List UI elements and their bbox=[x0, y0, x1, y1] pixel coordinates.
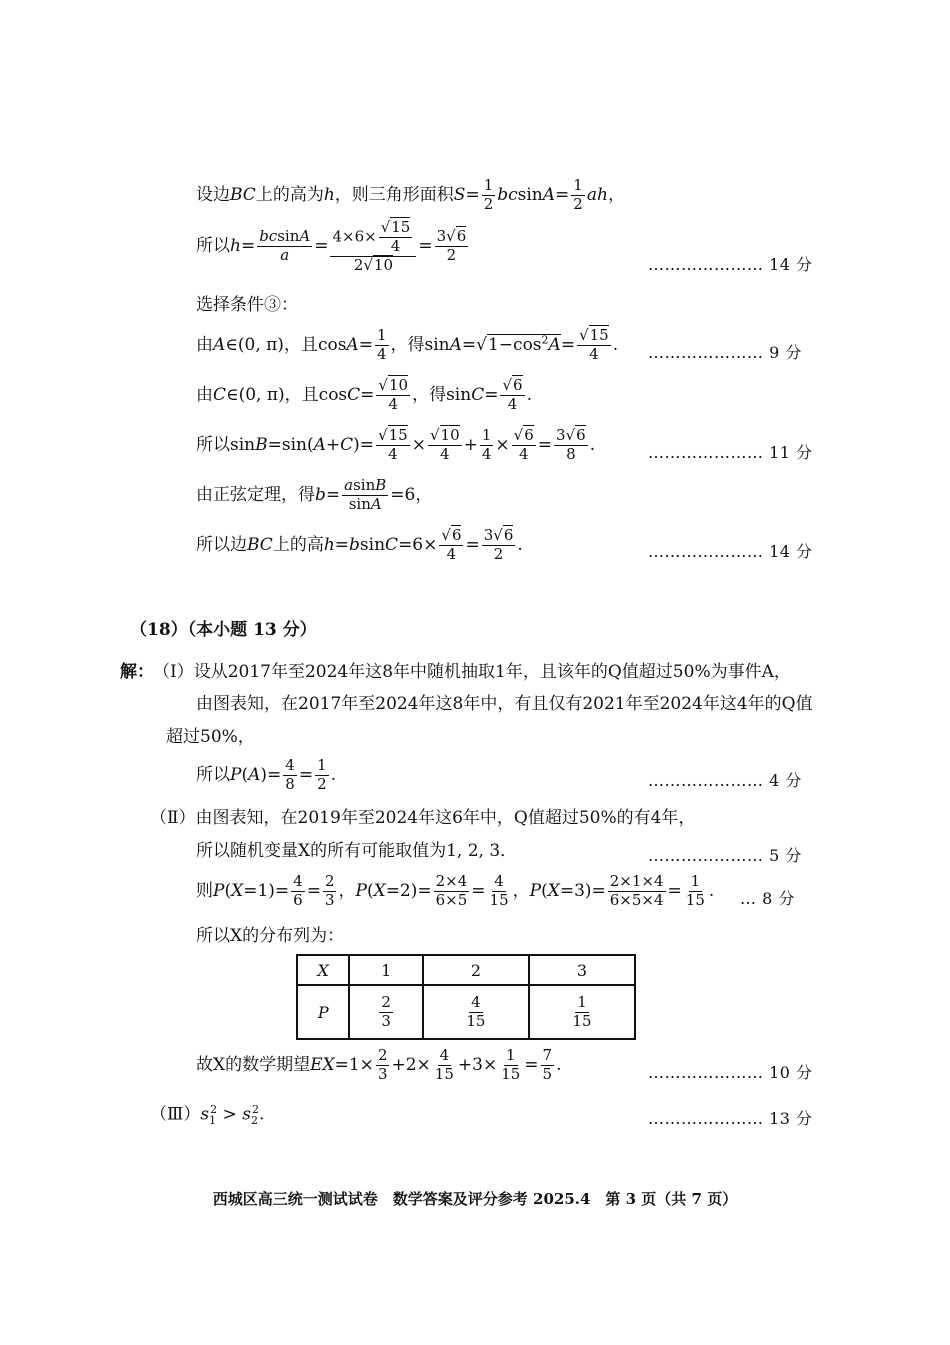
fraction: $\frac{asinB}{\sin A}$ bbox=[344, 476, 387, 513]
line-sin-c: 由C∈(0, π)，且cosC= $\frac{√10}{4}$ ，得sinC= $\frac{√6}{4}$ . bbox=[196, 376, 532, 413]
fraction: $\frac{1}{2}$ bbox=[573, 176, 583, 213]
fraction: $\frac{4}{6}$ bbox=[293, 872, 303, 909]
line-condition-3: 选择条件③： bbox=[196, 295, 298, 315]
table-cell: $\frac{1}{15}$ bbox=[529, 985, 635, 1039]
table-row bbox=[297, 955, 635, 985]
score-marker: ………………… 10 分 bbox=[648, 1063, 813, 1082]
line-part-1-setup: （Ⅰ）设从2017年至2024年这8年中随机抽取1年，且该年的Q值超过50%为事件A， bbox=[153, 662, 791, 682]
fraction: $\frac{7}{5}$ bbox=[542, 1046, 553, 1083]
table-cell: P bbox=[297, 985, 349, 1039]
line-part-3: $(Ⅲ)s_1^2 > s_2^2$. bbox=[150, 1103, 265, 1128]
line-area-formula: 设边BC上的高为h，则三角形面积S= $\frac{1}{2}$ bcsinA= $\frac{1}{2}$ ah， bbox=[196, 176, 625, 213]
fraction: $\frac{2}{3}$ bbox=[324, 872, 335, 909]
table-cell: 2 bbox=[423, 955, 529, 985]
fraction: $\frac{4}{15}$ bbox=[434, 1046, 454, 1083]
table-cell: $\frac{2}{3}$ bbox=[349, 985, 422, 1039]
fraction: $\frac{1}{15}$ bbox=[685, 872, 705, 909]
question-heading: （18）（本小题 13 分） bbox=[130, 620, 317, 640]
score-marker: ………………… 9 分 bbox=[648, 343, 802, 362]
line-probabilities: 则P(X=1)= $\frac{4}{6}$ = $\frac{2}{3}$ ，P(X=2)= $\frac{2\times 4}{6\times 5}$ = $\frac{4}{15}$ ，P(X=3)= $\frac{2\times 1\times 4}{6\times 5\times 4}$ = $\frac{1}{15}$ . bbox=[196, 872, 715, 909]
fraction: $\frac{√6}{4}$ bbox=[441, 526, 462, 563]
fraction: $\frac{1}{4}$ bbox=[481, 426, 492, 463]
fraction: $\frac{√15}{4}$ bbox=[378, 426, 408, 463]
fraction: $\frac{4}{8}$ bbox=[285, 756, 295, 793]
fraction: $\frac{√6}{4}$ bbox=[513, 426, 534, 463]
score-marker: ………………… 11 分 bbox=[648, 443, 813, 462]
line-distribution-intro: 所以X的分布列为： bbox=[196, 926, 345, 946]
fraction: $\frac{2}{3}$ bbox=[377, 1046, 388, 1083]
score-marker: ………………… 4 分 bbox=[648, 771, 802, 790]
table-cell: 1 bbox=[349, 955, 422, 985]
line-h-final: 所以边BC上的高h=bsinC=6× $\frac{√6}{4}$ = $\frac{3√6}{2}$ . bbox=[196, 526, 523, 563]
fraction: $\frac{1}{2}$ bbox=[317, 756, 327, 793]
line-part-2-setup: （Ⅱ）由图表知，在2019年至2024年这6年中，Q值超过50%的有4年， bbox=[150, 808, 696, 828]
score-marker: ………………… 14 分 bbox=[648, 255, 813, 274]
score-marker: … 8 分 bbox=[740, 889, 795, 908]
fraction: $\frac{4}{15}$ bbox=[489, 872, 509, 909]
solution-label: 解： bbox=[120, 662, 154, 682]
line-part-1-reason-cont: 超过50%， bbox=[166, 727, 255, 747]
line-probability-a: 所以P(A)= $\frac{4}{8}$ = $\frac{1}{2}$ . bbox=[196, 756, 337, 793]
table-cell: $\frac{4}{15}$ bbox=[423, 985, 529, 1039]
fraction: $\frac{2\times 1\times 4}{6\times 5\times 4}$ bbox=[609, 872, 664, 909]
line-sine-law: 由正弦定理，得b= $\frac{asinB}{\sin A}$ =6， bbox=[196, 476, 433, 513]
fraction: $\frac{√15}{4}$ bbox=[579, 326, 609, 363]
distribution-table bbox=[296, 954, 636, 1040]
line-expectation: 故X的数学期望EX=1× $\frac{2}{3}$ +2× $\frac{4}{15}$ +3× $\frac{1}{15}$ = $\frac{7}{5}$ . bbox=[196, 1046, 562, 1083]
page-footer: 西城区高三统一测试试卷 数学答案及评分参考 2025.4 第 3 页（共 7 页） bbox=[212, 1190, 738, 1208]
fraction: $\frac{√10}{4}$ bbox=[378, 376, 409, 413]
line-values-of-x: 所以随机变量X的所有可能取值为1, 2, 3． bbox=[196, 841, 518, 861]
fraction: $\frac{1}{2}$ bbox=[483, 176, 494, 213]
fraction: 4×6× $\frac{√15}{4}$ 2√10 bbox=[330, 220, 416, 273]
fraction: $\frac{3√6}{2}$ bbox=[436, 227, 467, 265]
fraction: $\frac{1}{15}$ bbox=[501, 1046, 521, 1083]
fraction: $\frac{2\times 4}{6\times 5}$ bbox=[435, 872, 468, 909]
line-sin-a: 由A∈(0, π)，且cosA= $\frac{1}{4}$ ，得$\sin A=√1-\cos^2A=$ $\frac{√15}{4}$ . bbox=[196, 326, 619, 363]
table-row bbox=[297, 985, 635, 1039]
fraction: $\frac{bcsinA}{a}$ bbox=[259, 227, 311, 265]
line-sin-b: 所以sinB=sin(A+C)= $\frac{√15}{4}$ × $\frac{√10}{4}$ + $\frac{1}{4}$ × $\frac{√6}{4}$ = $\frac{3√6}{8}$ . bbox=[196, 426, 596, 463]
score-marker: ………………… 14 分 bbox=[648, 542, 813, 561]
line-h-value: 所以h= $\frac{bcsinA}{a}$ = 4×6× $\frac{√15}{4}$ 2√10 = $\frac{3√6}{2}$ bbox=[196, 218, 467, 274]
score-marker: ………………… 13 分 bbox=[648, 1109, 813, 1128]
line-part-1-reason: 由图表知，在2017年至2024年这8年中，有且仅有2021年至2024年这4年的Q值 bbox=[196, 694, 813, 714]
fraction: $\frac{√10}{4}$ bbox=[429, 426, 460, 463]
table-cell: X bbox=[297, 955, 349, 985]
score-marker: ………………… 5 分 bbox=[648, 846, 802, 865]
fraction: $\frac{1}{4}$ bbox=[376, 326, 387, 363]
fraction: $\frac{3√6}{2}$ bbox=[483, 526, 514, 563]
fraction: $\frac{√6}{4}$ bbox=[502, 376, 523, 413]
table-cell: 3 bbox=[529, 955, 635, 985]
fraction: $\frac{3√6}{8}$ bbox=[556, 426, 586, 463]
